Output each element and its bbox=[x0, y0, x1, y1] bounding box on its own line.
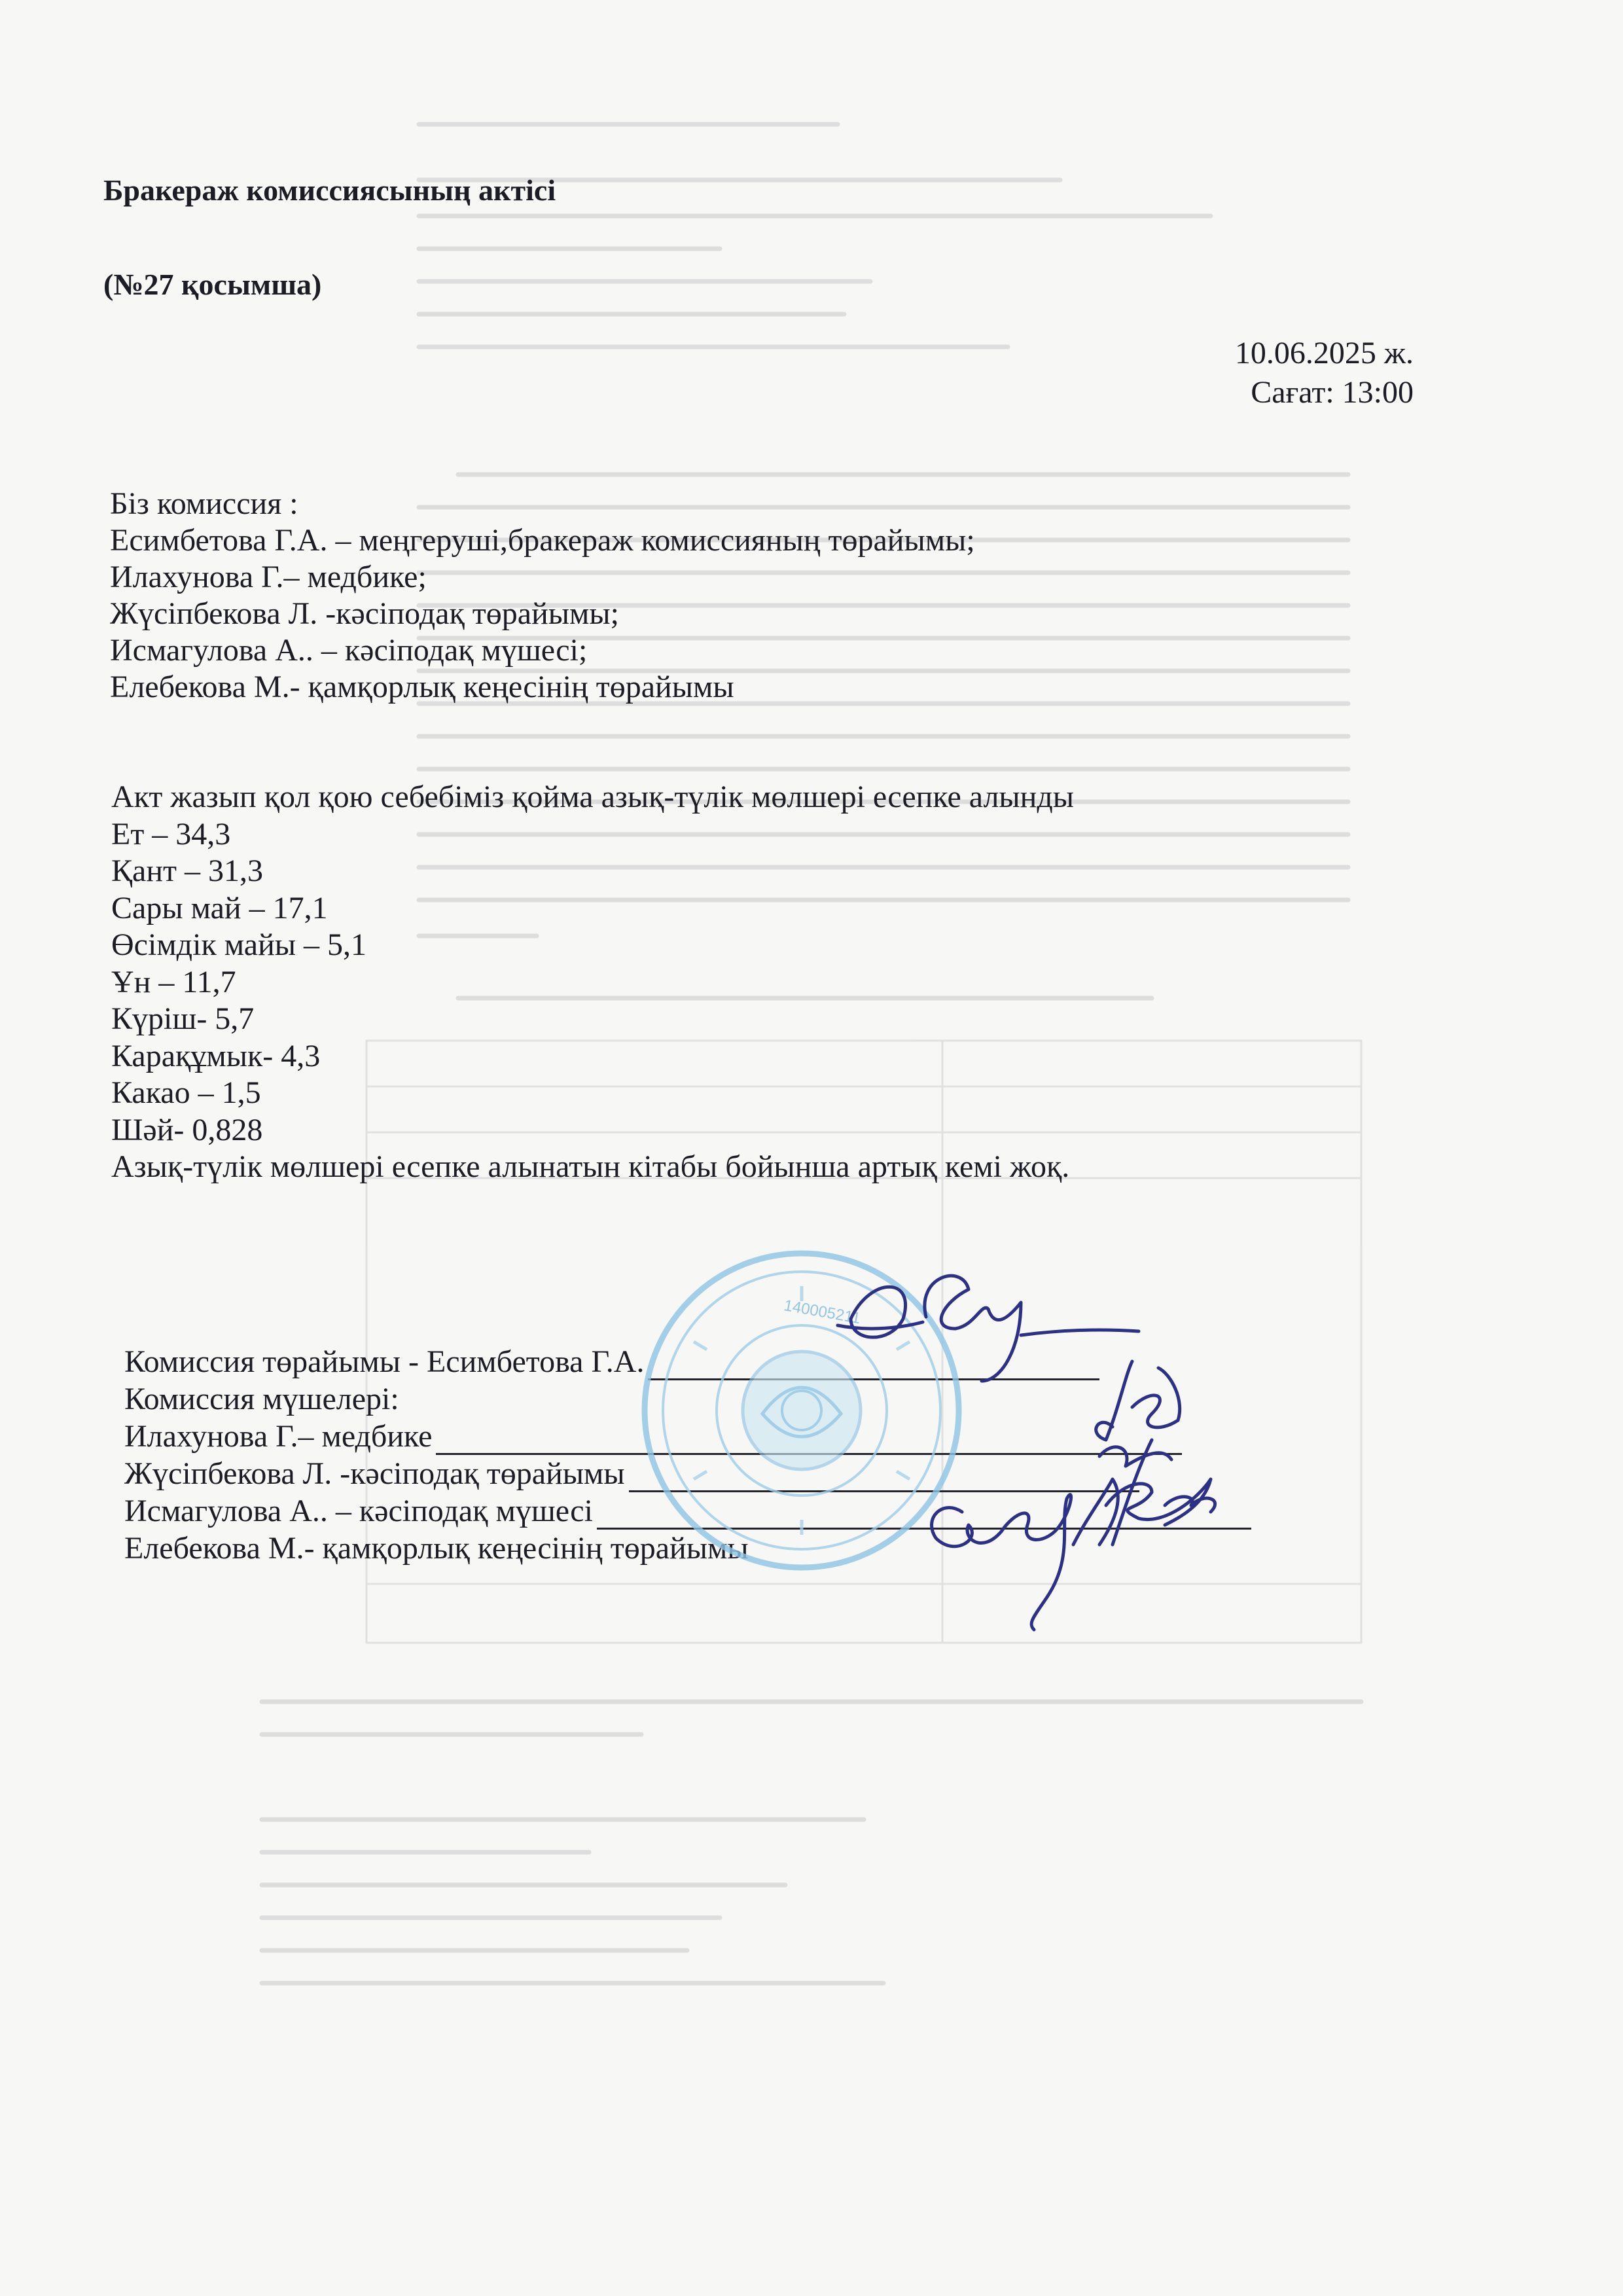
inventory-item: Өсімдік майы – 5,1 bbox=[111, 927, 367, 962]
document-title: Бракераж комиссиясының актісі bbox=[103, 173, 556, 207]
member-label: Илахунова Г.– медбике bbox=[124, 1419, 433, 1454]
stamp-number: 140005211 bbox=[782, 1297, 862, 1328]
appendix-number: (№27 қосымша) bbox=[103, 268, 322, 301]
commission-member: Жүсіпбекова Л. -кәсіподақ төрайымы; bbox=[110, 596, 619, 631]
act-conclusion: Азық-түлік мөлшері есепке алынатын кітабы бойынша артық кемі жоқ. bbox=[111, 1149, 1070, 1184]
date-time-block bbox=[1235, 334, 1414, 412]
signature-line bbox=[436, 1426, 1182, 1455]
chair-label: Комиссия төрайымы - Есимбетова Г.А. bbox=[124, 1344, 645, 1379]
member-label: Жүсіпбекова Л. -кәсіподақ төрайымы bbox=[124, 1456, 625, 1491]
act-time: Сағат: 13:00 bbox=[1251, 375, 1414, 410]
chair-signature-row bbox=[124, 1343, 1251, 1380]
commission-member: Есимбетова Г.А. – меңгеруші,бракераж комиссияның төрайымы; bbox=[110, 523, 975, 558]
member-signature-row bbox=[124, 1455, 1251, 1492]
commission-intro: Біз комиссия : bbox=[110, 486, 298, 521]
member-signature-row bbox=[124, 1530, 1251, 1567]
signature-block bbox=[124, 1306, 1251, 1567]
act-date: 10.06.2025 ж. bbox=[1234, 336, 1414, 370]
member-label: Елебекова М.- қамқорлық кеңесінің төрайымы bbox=[124, 1531, 749, 1566]
inventory-item: Қант – 31,3 bbox=[111, 853, 263, 888]
member-label: Исмагулова А.. – кәсіподақ мүшесі bbox=[124, 1494, 593, 1528]
inventory-item: Күріш- 5,7 bbox=[111, 1001, 255, 1036]
member-signature-row bbox=[124, 1418, 1251, 1455]
inventory-item: Шәй- 0,828 bbox=[111, 1112, 263, 1147]
inventory-section bbox=[111, 779, 1074, 1186]
inventory-item: Какао – 1,5 bbox=[111, 1075, 261, 1110]
member-signature-row bbox=[124, 1492, 1251, 1530]
commission-member: Илахунова Г.– медбике; bbox=[110, 560, 427, 594]
signature-line bbox=[629, 1463, 1139, 1492]
signature-line bbox=[648, 1351, 1099, 1380]
members-label: Комиссия мүшелері: bbox=[124, 1382, 399, 1416]
act-reason: Акт жазып қол қою себебіміз қойма азық-түлік мөлшері есепке алынды bbox=[111, 780, 1075, 814]
commission-member: Исмагулова А.. – кәсіподақ мүшесі; bbox=[110, 633, 588, 668]
inventory-item: Сары май – 17,1 bbox=[111, 890, 328, 925]
signature-line bbox=[597, 1500, 1251, 1530]
commission-list bbox=[110, 486, 975, 706]
commission-member: Елебекова М.- қамқорлық кеңесінің төрайымы bbox=[110, 670, 734, 704]
members-label-row bbox=[124, 1380, 1251, 1418]
inventory-item: Ет – 34,3 bbox=[111, 816, 231, 852]
inventory-item: Карақұмык- 4,3 bbox=[111, 1038, 321, 1073]
inventory-item: Ұн – 11,7 bbox=[111, 964, 236, 999]
